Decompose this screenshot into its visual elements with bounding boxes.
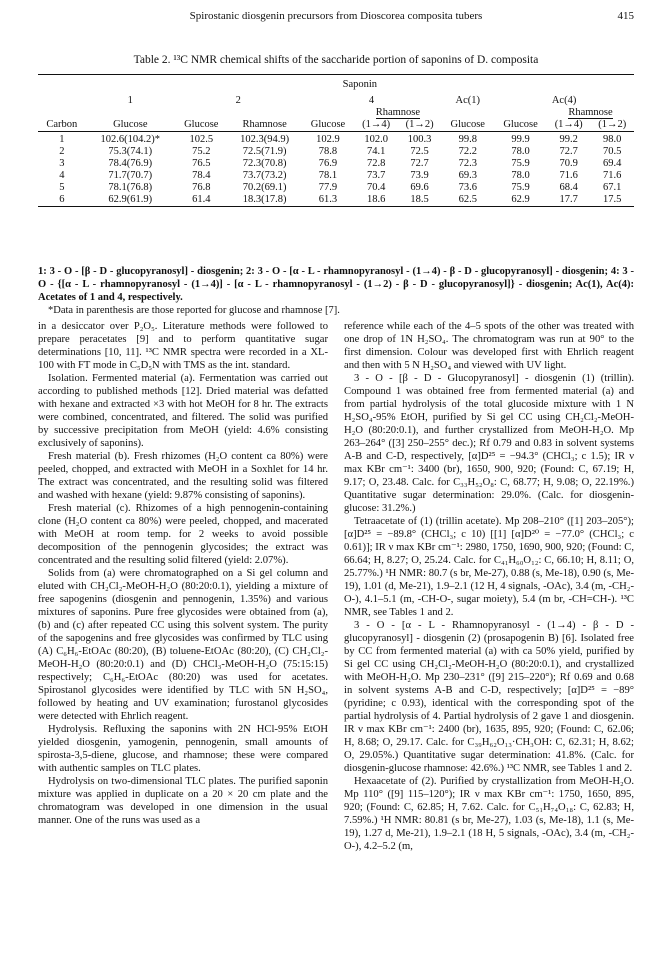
col-header: (1→4) <box>554 118 583 130</box>
footnote-star: *Data in parenthesis are those reported for glucose and rhamnose [7]. <box>48 305 340 316</box>
table-cell: 102.3(94.9) <box>240 134 290 145</box>
col-header: Glucose <box>503 118 538 130</box>
table-cell: 6 <box>59 194 65 205</box>
table-row <box>38 194 634 207</box>
table-cell: 78.1 <box>318 170 338 181</box>
table-cell: 3 <box>59 158 65 169</box>
table-cell: 61.3 <box>318 194 338 205</box>
table-cell: 78.0 <box>511 146 530 157</box>
table-cell: 70.9 <box>559 158 578 169</box>
table-cell: 73.6 <box>458 182 477 193</box>
table-cell: 70.2(69.1) <box>242 182 287 193</box>
group-ac4: Ac(4) <box>551 94 577 106</box>
table-cell: 72.7 <box>410 158 429 169</box>
group-ac1: Ac(1) <box>455 94 480 106</box>
group-4: 4 <box>368 94 375 106</box>
rhamnose-label-ac4: Rhamnose <box>568 106 613 118</box>
table-cell: 71.7(70.7) <box>108 170 153 181</box>
table-cell: 73.9 <box>410 170 429 181</box>
paragraph: Hydrolysis. Refluxing the saponins with 2N HCl-95% EtOH yielded diosgenin, yamogenin, pennogenin, small amounts of spirosta-3,5-diene, glucose, and rhamnose; these were compared with authentic samples on TLC plates. <box>38 724 328 774</box>
table-cell: 67.1 <box>603 182 622 193</box>
table-cell: 18.6 <box>366 194 386 205</box>
footnote-compounds: 1: 3 - O - [β - D - glucopyranosyl] - diosgenin; 2: 3 - O - [α - L - rhamnopyranosyl - (1→4) - β - D - glucopyranosyl] - diosgenin; 4: 3 - O - {[α - L - rhamnopyranosyl - (1→4)] - [α - L - rhamnopyranosyl - (1→2) - β - D - glucopyranosyl]} - diosgenin; Ac(1), Ac(4): Acetates of 1 and 4, respectively. <box>38 266 634 303</box>
paragraph: reference while each of the 4–5 spots of the other was treated with one drop of 1N H₂SO₄. The chromatogram was run at 90° to the first dimension. Colour was developed first with Ehrlich reagent and then with 5 N H₂SO₄ and viewed with UV light. <box>344 321 634 371</box>
table-cell: 5 <box>59 182 65 193</box>
col-header: Glucose <box>310 118 346 130</box>
table-cell: 98.0 <box>603 134 622 145</box>
table-cell: 61.4 <box>192 194 211 205</box>
table-cell: 72.3(70.8) <box>242 158 287 169</box>
page-number: 415 <box>617 10 634 22</box>
table-cell: 75.3(74.1) <box>108 146 153 157</box>
col-header: Glucose <box>184 118 219 130</box>
table-caption: Table 2. ¹³C NMR chemical shifts of the saccharide portion of saponins of D. composita <box>133 54 539 66</box>
table-cell: 2 <box>59 146 65 157</box>
running-header <box>38 10 634 26</box>
table-cell: 17.5 <box>603 194 622 205</box>
table-cell: 76.9 <box>318 158 338 169</box>
paragraph: 3 - O - [α - L - Rhamnopyranosyl - (1→4) - β - D - glucopyranosyl] - diosgenin (2) (prosapogenin B) [6]. Isolated free by CC from fermented material (a) with ca 50% yield, purified by Si gel CC using CH₂Cl₂-MeOH-H₂O (80:20:0.1), and crystallized with MeOH-H₂O. Mp 230–231° ([9] 215–220°); Rf 0.69 and 0.68 in solvent systems A-B and C-D, respectively; [α]D²⁵ = −89° (pyridine; c 0.93), identical with the corresponding spot of the partial hydrolysis of 4. Partial hydrolysis of 2 gave 1 and diosgenin. IR ν max KBr cm⁻¹: 2400 (br), 1635, 895, 920; (Found: C, 62.06; H, 8.68; O, 29.17. Calc. for C₃₉H₆₂O₁₃·CH₃OH: C, 62.31; H, 8.62; O, 29.05%.) Quantitative sugar determination: 41.8%. (Calc. for diosgenin-glucose rhamnose: 42.6%.) ¹³C NMR, see Tables 1 and 2. <box>344 620 634 774</box>
table-cell: 76.8 <box>192 182 211 193</box>
col-header: Rhamnose <box>242 118 287 130</box>
table-cell: 69.4 <box>603 158 622 169</box>
group-1: 1 <box>127 94 133 106</box>
table-cell: 73.7 <box>366 170 386 181</box>
table-cell: 78.8 <box>318 146 338 157</box>
left-column <box>38 320 328 827</box>
group-2: 2 <box>235 94 241 106</box>
table-cell: 78.1(76.8) <box>108 182 153 193</box>
table-cell: 18.5 <box>410 194 429 205</box>
paragraph: Hexaacetate of (2). Purified by crystallization from MeOH-H₂O. Mp 110° ([9] 115–120°); IR ν max KBr cm⁻¹: 1750, 1650, 895, 920; (Found: C, 62.85; H, 7.62. Calc. for C₅₁H₇₄O₁₈: C, 62.83; H, 7.59%.) ¹H NMR: 80.81 (s br, Me-27), 1.03 (s, Me-18), 1.1 (s, Me-19), 1.27 d, Me-21), 1.9–2.1 (18 H, 5 signals, -OAc), 3.4 (m, -CH₂-O-), 4.2–5.2 (m, <box>344 776 634 852</box>
table-cell: 102.5 <box>189 134 214 145</box>
nmr-table <box>38 74 634 210</box>
table-superheader <box>38 79 634 91</box>
table-cell: 100.3 <box>407 134 432 145</box>
table-cell: 78.4 <box>192 170 211 181</box>
table-cell: 102.0 <box>364 134 388 145</box>
table-cell: 69.3 <box>458 170 477 181</box>
saponin-label: Saponin <box>342 78 378 90</box>
right-column <box>344 320 634 853</box>
col-header: (1→4) <box>362 118 391 130</box>
table-cell: 68.4 <box>559 182 578 193</box>
table-cell: 71.6 <box>559 170 578 181</box>
table-cell: 77.9 <box>318 182 338 193</box>
table-cell: 72.5(71.9) <box>242 146 287 157</box>
paragraph: Tetraacetate of (1) (trillin acetate). Mp 208–210° ([1] 203–205°); [α]D²⁵ = −89.8° (CHCl₃; c 10) [[1] [α]D²⁰ = −77.0° (CHCl₃; c 0.61)]; IR ν max KBr cm⁻¹: 2980, 1750, 1690, 900, 920; (Found: C, 66.64; H, 8.27; O, 25.24. Calc. for C₄₁H₆₀O₁₂: C, 66.10; H, 8.11; O, 25.77%.) ¹H NMR: 80.7 (s br, Me-27), 0.88 (s, Me-18), 0.90 (s, Me-19), 1.01 (d, Me-21), 1.9–2.1 (12 H, 4 signals, -OAc), 3.4 (m, -CH₂-O-), 4.1–5.1 (m, -CH-O-, sugar moiety), 5.4 (m br, -CH=CH-). ¹³C NMR, see Tables 1 and 2. <box>344 516 634 618</box>
table-cell: 75.9 <box>511 158 530 169</box>
group-header-row <box>38 95 634 107</box>
table-cell: 72.7 <box>559 146 578 157</box>
rhamnose-label-4: Rhamnose <box>375 106 421 118</box>
col-header: Glucose <box>113 118 148 130</box>
table-cell: 75.9 <box>511 182 530 193</box>
table-row <box>38 134 634 146</box>
table-cell: 69.6 <box>410 182 429 193</box>
paragraph: Solids from (a) were chromatographed on a Si gel column and eluted with CH₂Cl₂-MeOH-H₂O (80:20:0.1), yielding a mixture of free sapogenins (diosgenin and pennogenin, 1.35%) and various mixtures of saponins. Pure free glycosides were obtained from (a), (b) and (c) after repeated CC using this solvent system. The purity of the sapogenins and free glycosides was confirmed by TLC using (A) C₆H₆-EtOAc (80:20), (B) toluene-EtOAc (80:20), (C) CH₂Cl₂-MeOH-H₂O (80:20:0.1) and (D) CHCl₃-MeOH-H₂O (75:15:15) respectively; C₆H₆-EtOAc (80:20) was used for acetates. Spirostanol glycosides were identified by TLC with 5N H₂SO₄, followed by heating and UV examination; furostanol glycosides were detected with Ehrlich reagent. <box>38 568 328 722</box>
table-body <box>38 134 634 207</box>
table-cell: 70.4 <box>366 182 386 193</box>
table-cell: 72.8 <box>366 158 386 169</box>
table-cell: 72.2 <box>458 146 477 157</box>
table-row <box>38 170 634 182</box>
col-header: Glucose <box>450 118 485 130</box>
rhamnose-header-row <box>38 107 634 119</box>
paragraph: Hydrolysis on two-dimensional TLC plates. The purified saponin mixture was applied in duplicate on a 20 × 20 cm plate and the chromatogram was developed in one dimension in the usual manner. One of the runs was used as a <box>38 776 328 826</box>
table-cell: 72.3 <box>458 158 477 169</box>
col-header: (1→2) <box>405 118 434 130</box>
table-cell: 99.8 <box>458 134 477 145</box>
col-header: (1→2) <box>598 118 627 130</box>
table-cell: 76.5 <box>192 158 211 169</box>
table-cell: 62.5 <box>458 194 477 205</box>
table-row <box>38 182 634 194</box>
table-cell: 62.9 <box>511 194 530 205</box>
table-cell: 99.9 <box>511 134 530 145</box>
table-cell: 73.7(73.2) <box>242 170 287 181</box>
column-header-row <box>38 119 634 132</box>
paragraph: Fresh material (c). Rhizomes of a high pennogenin-containing clone (H₂O content ca 80%) were peeled, chopped, and macerated with MeOH at room temp. for 2 weeks to avoid possible decomposition of the pennogenin glycosides; the extract was concentrated and the resulting solid filtered (yield: 2.07%). <box>38 503 328 566</box>
table-cell: 1 <box>59 134 65 145</box>
table-cell: 72.5 <box>410 146 429 157</box>
paragraph: in a desiccator over P₂O₅. Literature methods were followed to prepare peracetates [9] and to perform quantitative sugar determinations [10, 11]. ¹³C NMR spectra were recorded in a XL-100 with FT mode in C₅D₅N with TMS as the int. standard. <box>38 321 328 371</box>
paragraph: Fresh material (b). Fresh rhizomes (H₂O content ca 80%) were peeled, chopped, and extracted with MeOH in a Soxhlet for 14 hr. The extract was concentrated, and the resulting solid was filtered and washed with hexane (yield: 9.87% consisting of saponins). <box>38 451 328 501</box>
running-title: Spirostanic diosgenin precursors from Dioscorea composita tubers <box>189 10 483 22</box>
table-row <box>38 158 634 170</box>
col-header: Carbon <box>46 118 78 130</box>
table-cell: 78.4(76.9) <box>108 158 153 169</box>
paragraph: Isolation. Fermented material (a). Fermentation was carried out according to published methods [12]. Dried material was defatted with hexane and extracted ×3 with hot MeOH for 8 hr. The extracts were combined, concentrated, and filtered. The solid was purified by successive precipitation from MeOH (yield: 4.6% consisting exclusively of saponins). <box>38 373 328 449</box>
table-cell: 71.6 <box>603 170 622 181</box>
table-cell: 4 <box>59 170 65 181</box>
table-cell: 62.9(61.9) <box>108 194 153 205</box>
table-cell: 18.3(17.8) <box>242 194 287 205</box>
table-row <box>38 146 634 158</box>
table-cell: 102.6(104.2)* <box>100 134 161 145</box>
table-cell: 102.9 <box>316 134 340 145</box>
table-cell: 78.0 <box>511 170 530 181</box>
table-cell: 99.2 <box>559 134 578 145</box>
table-cell: 75.2 <box>192 146 211 157</box>
table-footnotes <box>38 265 634 317</box>
table-cell: 17.7 <box>559 194 578 205</box>
paragraph: 3 - O - [β - D - Glucopyranosyl] - diosgenin (1) (trillin). Compound 1 was obtained free from fermented material (a) and from partial hydrolysis of the total glucoside mixture with 1 N H₂SO₄-95% EtOH, purified by Si gel CC using CH₂Cl₂-MeOH-H₂O (80:20:0.1), and further crystallized from MeOH-H₂O. Mp 263–264° ([3] 250–255° dec.); Rf 0.79 and 0.83 in solvent systems A-B and C-D, respectively, [α]D²⁵ = −94.3° (CHCl₃; c 1.5); IR ν max KBr cm⁻¹: 3400 (br), 1650, 900, 920; (Found: C, 67.19; H, 9.17; O, 23.48. Calc. for C₃₃H₅₂O₈: C, 68.77; H, 9.08; O, 22.19%.) Quantitative sugar determination: 29.0%. (Calc. for diosgenin-glucose: 31.2%.) <box>344 373 634 514</box>
table-cell: 74.1 <box>366 146 386 157</box>
table-cell: 70.5 <box>603 146 622 157</box>
